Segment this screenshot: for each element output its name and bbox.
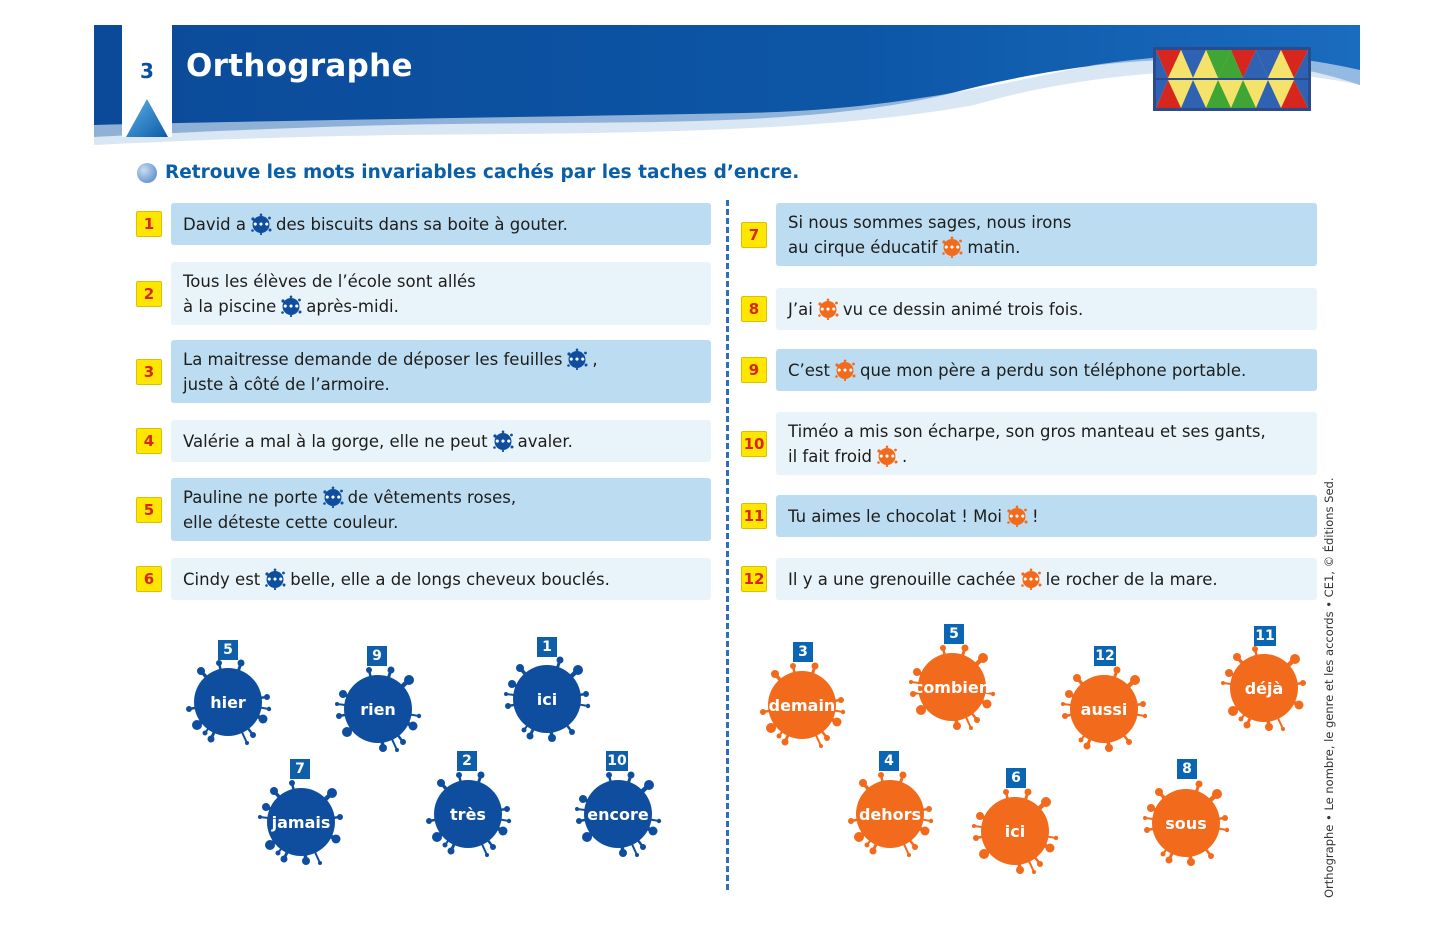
page-title: Orthographe <box>186 48 413 84</box>
sentence-box <box>776 203 1317 266</box>
sentence-text-before: Cindy est <box>183 569 261 589</box>
splash-number-badge: 5 <box>218 640 238 660</box>
splash-number-badge: 5 <box>944 624 964 644</box>
svg-text:•••: ••• <box>324 493 342 503</box>
sentence-box <box>171 558 711 600</box>
splash-word: rien <box>360 699 396 719</box>
sentence-line <box>183 567 699 592</box>
sentence-number: 10 <box>741 431 767 457</box>
splash-word: hier <box>210 692 246 712</box>
splash-word: ici <box>536 689 558 709</box>
chapter-tab <box>122 25 172 137</box>
splash-word: encore <box>587 804 649 824</box>
sentence-text-before: Tu aimes le chocolat ! Moi <box>788 506 1002 526</box>
ink-splash <box>502 654 592 744</box>
splash-number-badge: 2 <box>457 751 477 771</box>
splash-word: sous <box>1165 813 1207 833</box>
ink-blot-icon <box>1006 505 1028 527</box>
ink-splash <box>573 769 663 859</box>
splash-word: aussi <box>1080 699 1128 719</box>
sentence-box <box>776 558 1317 600</box>
svg-text:•••: ••• <box>252 220 270 230</box>
svg-text:•••: ••• <box>878 452 896 462</box>
sentence-text-before: Pauline ne porte <box>183 487 318 507</box>
sentence-line <box>183 429 699 454</box>
sentence-line <box>788 567 1305 592</box>
splash-word: jamais <box>271 812 331 832</box>
sentence-number: 8 <box>741 296 767 322</box>
sentence-text-after: le rocher de la mare. <box>1045 569 1218 589</box>
sentence-text-after: de vêtements roses, <box>347 487 517 507</box>
splash-number-badge: 7 <box>290 759 310 779</box>
ink-blot-icon <box>817 298 839 320</box>
instruction-text: Retrouve les mots invariables cachés par les taches d’encre. <box>165 162 800 183</box>
sentence-text-before: à la piscine <box>183 296 277 316</box>
sentence-line <box>788 210 1305 235</box>
svg-text:•••: ••• <box>943 243 962 253</box>
sentence-line <box>788 444 1305 469</box>
ink-blot-icon <box>492 430 514 452</box>
sentence-text-before: David a <box>183 214 246 234</box>
svg-text:•••: ••• <box>836 366 854 376</box>
sentence-number: 9 <box>741 357 767 383</box>
sentence-box <box>171 420 711 462</box>
sentence-text-after: vu ce dessin animé trois fois. <box>842 299 1084 319</box>
sentence-text: juste à côté de l’armoire. <box>183 374 390 394</box>
sentence-text-after: que mon père a perdu son téléphone portable. <box>859 360 1247 380</box>
ink-splash <box>757 660 847 750</box>
sentence-text-before: La maitresse demande de déposer les feuilles <box>183 349 563 369</box>
sentence-number: 4 <box>136 428 162 454</box>
splash-number-badge: 4 <box>879 751 899 771</box>
ink-splash <box>1059 664 1149 754</box>
sentence-box <box>776 349 1317 391</box>
triangle-icon <box>126 99 168 137</box>
sentence-line <box>183 485 699 510</box>
sentence-text-after: belle, elle a de longs cheveux bouclés. <box>290 569 610 589</box>
sentence-line <box>183 510 699 535</box>
sentence-line <box>183 294 699 319</box>
ink-blot-icon <box>566 348 588 370</box>
splash-number-badge: 8 <box>1177 759 1197 779</box>
sentence-line <box>788 419 1305 444</box>
splash-word: demain <box>768 695 836 715</box>
splash-word: ici <box>1004 821 1026 841</box>
ink-splash <box>845 769 935 859</box>
svg-text:•••: ••• <box>493 437 512 447</box>
sentence-text-after: , <box>592 349 598 369</box>
ink-splash <box>970 786 1060 876</box>
svg-text:•••: ••• <box>819 305 837 315</box>
chapter-number: 3 <box>140 59 154 83</box>
sentence-text-after: matin. <box>967 237 1021 257</box>
sentence-line <box>183 212 699 237</box>
sentence-box <box>776 288 1317 330</box>
ink-blot-icon <box>941 236 963 258</box>
sentence-line <box>183 372 699 397</box>
ink-splash <box>183 657 273 747</box>
instruction <box>137 162 799 183</box>
sentence-text-before: il fait froid <box>788 446 873 466</box>
sentence-text-before: J’ai <box>788 299 813 319</box>
sentence-text-after: des biscuits dans sa boite à gouter. <box>276 214 568 234</box>
sentence-text-after: avaler. <box>517 431 573 451</box>
sentence-number: 6 <box>136 566 162 592</box>
sentence-box <box>171 478 711 541</box>
ink-blot-icon <box>264 568 286 590</box>
splash-number-badge: 1 <box>537 637 557 657</box>
sentence-line <box>183 269 699 294</box>
svg-text:•••: ••• <box>266 575 284 585</box>
sentence-text: elle déteste cette couleur. <box>183 512 399 532</box>
sentence-box <box>776 412 1317 475</box>
splash-number-badge: 6 <box>1006 768 1026 788</box>
ink-splash <box>423 769 513 859</box>
sentence-text-after: après-midi. <box>306 296 399 316</box>
ink-blot-icon <box>876 445 898 467</box>
sentence-line <box>788 235 1305 260</box>
side-footer: Orthographe • Le nombre, le genre et les accords • CE1, © Éditions Sed. <box>1322 477 1336 898</box>
sentence-box <box>776 495 1317 537</box>
ink-splash <box>333 664 423 754</box>
sentence-number: 11 <box>741 503 767 529</box>
splash-word: très <box>450 804 486 824</box>
sentence-box <box>171 203 711 245</box>
sentence-text-before: Il y a une grenouille cachée <box>788 569 1016 589</box>
splash-number-badge: 10 <box>607 753 627 769</box>
svg-text:•••: ••• <box>568 355 587 365</box>
dashed-divider <box>726 200 729 890</box>
splash-number-badge: 12 <box>1095 648 1115 664</box>
svg-text:•••: ••• <box>1021 575 1040 585</box>
ink-blot-icon <box>280 295 302 317</box>
splash-word: déjà <box>1244 678 1284 698</box>
ink-splash <box>256 777 346 867</box>
svg-text:•••: ••• <box>282 302 300 312</box>
geometric-pattern-logo <box>1153 47 1311 111</box>
sentence-line <box>183 347 699 372</box>
sentence-number: 2 <box>136 281 162 307</box>
ink-splash <box>1141 778 1231 868</box>
sentence-number: 5 <box>136 497 162 523</box>
bullet-icon <box>137 163 157 183</box>
sentence-number: 3 <box>136 359 162 385</box>
sentence-text-before: Valérie a mal à la gorge, elle ne peut <box>183 431 488 451</box>
sentence-number: 7 <box>741 222 767 248</box>
sentence-text-before: C’est <box>788 360 830 380</box>
sentence-text: Timéo a mis son écharpe, son gros manteau et ses gants, <box>788 421 1266 441</box>
ink-splash <box>907 642 997 732</box>
splash-word: dehors <box>858 804 922 824</box>
sentence-line <box>788 297 1305 322</box>
splash-number-badge: 9 <box>367 646 387 666</box>
sentence-box <box>171 340 711 403</box>
ink-blot-icon <box>322 486 344 508</box>
sentence-text: Tous les élèves de l’école sont allés <box>183 271 476 291</box>
ink-blot-icon <box>834 359 856 381</box>
ink-splash <box>1219 643 1309 733</box>
sentence-text-after: ! <box>1032 506 1039 526</box>
splash-number-badge: 11 <box>1255 628 1275 644</box>
svg-text:•••: ••• <box>1008 512 1026 522</box>
splash-word: combien <box>913 677 991 697</box>
sentence-text: Si nous sommes sages, nous irons <box>788 212 1072 232</box>
sentence-text-before: au cirque éducatif <box>788 237 938 257</box>
sentence-number: 1 <box>136 211 162 237</box>
splash-number-badge: 3 <box>793 642 813 662</box>
ink-blot-icon <box>250 213 272 235</box>
sentence-line <box>788 504 1305 529</box>
sentence-number: 12 <box>741 566 767 592</box>
sentence-text-after: . <box>902 446 908 466</box>
sentence-line <box>788 358 1305 383</box>
sentence-box <box>171 262 711 325</box>
ink-blot-icon <box>1020 568 1042 590</box>
